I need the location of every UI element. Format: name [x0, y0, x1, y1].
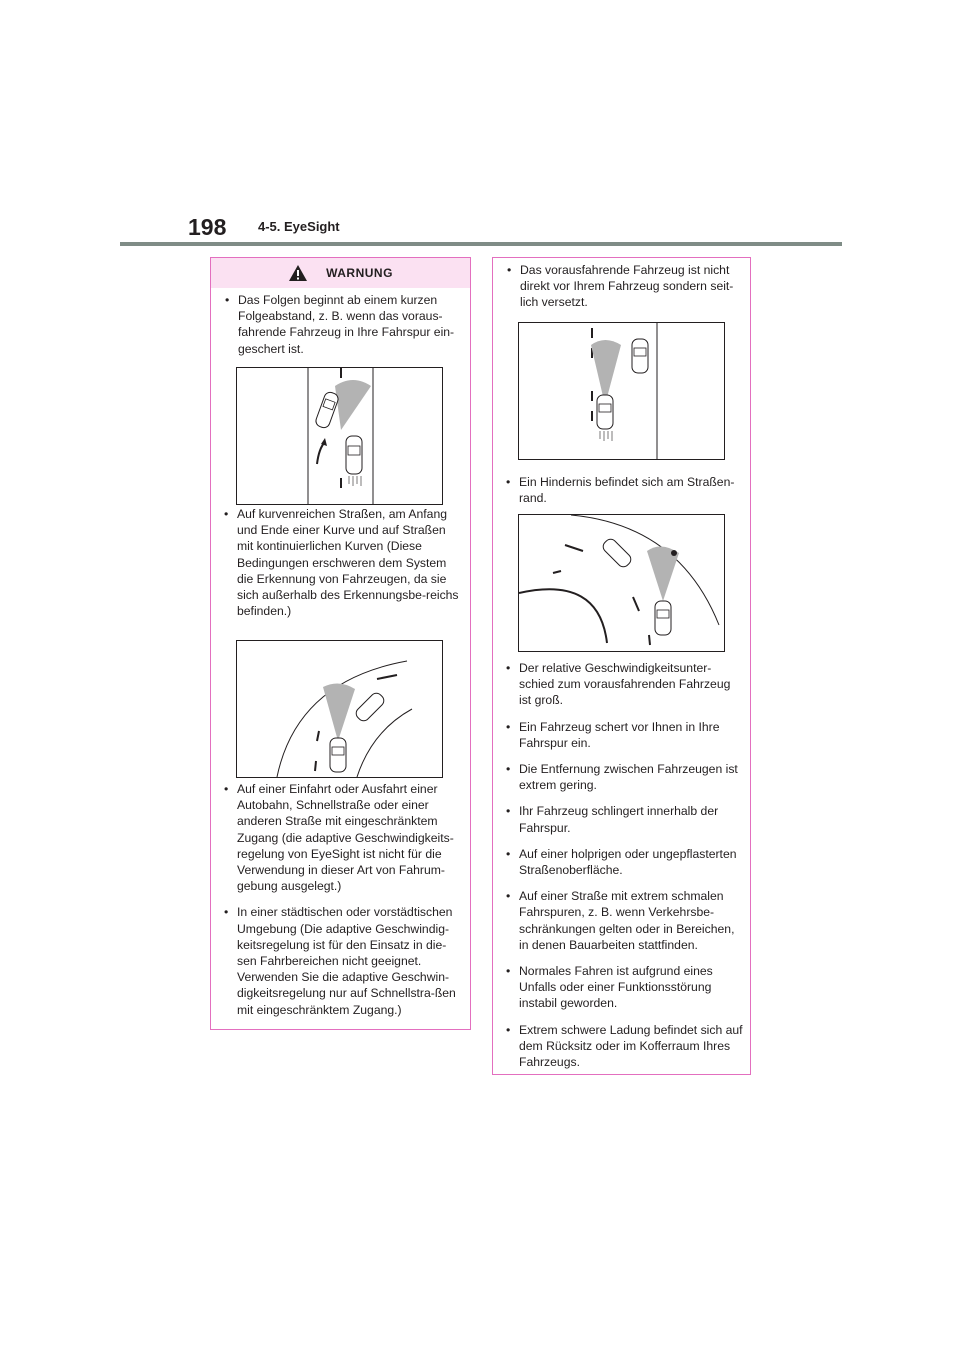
figure-offset-vehicle — [518, 322, 725, 460]
list-item: • Auf kurvenreichen Straßen, am Anfang und Ende einer Kurve und auf Straßen mit kontinuierlichen Kurven (Diese Bedingungen erschweren dem System die Erkennung von Fahrzeugen, da sie sich außerhalb des Erkennungsbe-reichs befinden.) — [219, 506, 463, 619]
list-item: • Die Entfernung zwischen Fahrzeugen ist extrem gering. — [501, 761, 743, 793]
warning-list-mid — [219, 506, 463, 619]
continuation-list-mid — [501, 474, 743, 506]
list-item: • Normales Fahren ist aufgrund eines Unfalls oder einer Funktionsstörung instabil geworden. — [501, 963, 743, 1012]
list-item: • Auf einer Einfahrt oder Ausfahrt einer Autobahn, Schnellstraße oder einer anderen Straße mit eingeschränktem Zugang (die adaptive Geschwindigkeits-regelung von EyeSight ist nicht für die Verwendung in dieser Art von Fahrum-gebung ausgelegt.) — [219, 781, 463, 894]
list-item: • Auf einer holprigen oder ungepflasterten Straßenoberfläche. — [501, 846, 743, 878]
list-item: • In einer städtischen oder vorstädtischen Umgebung (Die adaptive Geschwindig-keitsregelung ist für den Einsatz in die-sen Fahrbereichen nicht geeignet. Verwenden Sie die adaptive Geschwin-digkeitsregelung nur auf Schnellstra-ßen mit eingeschränktem Zugang.) — [219, 904, 463, 1017]
warning-list-bottom — [219, 781, 463, 1018]
section-title: 4-5. EyeSight — [258, 219, 340, 234]
list-item: • Das vorausfahrende Fahrzeug ist nicht direkt vor Ihrem Fahrzeug sondern seit-lich versetzt. — [502, 262, 742, 311]
header-rule — [120, 242, 842, 246]
figure-cut-in — [236, 367, 443, 505]
warning-title: WARNUNG — [326, 266, 393, 280]
warning-triangle-icon — [288, 264, 308, 282]
warning-list-top — [220, 292, 462, 357]
list-item: • Extrem schwere Ladung befindet sich auf dem Rücksitz oder im Kofferraum Ihres Fahrzeugs. — [501, 1022, 743, 1071]
warning-header — [211, 258, 470, 288]
list-item: • Ein Hindernis befindet sich am Straßen-rand. — [501, 474, 743, 506]
warning-list-mid-wrap — [219, 506, 463, 619]
continuation-list-bottom-wrap — [501, 660, 743, 1070]
list-item: • Das Folgen beginnt ab einem kurzen Folgeabstand, z. B. wenn das voraus-fahrende Fahrzeug in Ihre Fahrspur ein-geschert ist. — [220, 292, 462, 357]
page-number: 198 — [188, 214, 227, 240]
list-item: • Ihr Fahrzeug schlingert innerhalb der Fahrspur. — [501, 803, 743, 835]
figure-roadside-obstacle — [518, 514, 725, 652]
figure-curve — [236, 640, 443, 778]
warning-list-bottom-wrap — [219, 781, 463, 1018]
continuation-list-bottom — [501, 660, 743, 1070]
continuation-list-mid-wrap — [501, 474, 743, 506]
list-item: • Der relative Geschwindigkeitsunter-schied zum vorausfahrenden Fahrzeug ist groß. — [501, 660, 743, 709]
continuation-list-top — [502, 262, 742, 311]
list-item: • Ein Fahrzeug schert vor Ihnen in Ihre Fahrspur ein. — [501, 719, 743, 751]
list-item: • Auf einer Straße mit extrem schmalen Fahrspuren, z. B. wenn Verkehrsbe-schränkungen gelten oder in Bereichen, in denen Bauarbeiten stattfinden. — [501, 888, 743, 953]
